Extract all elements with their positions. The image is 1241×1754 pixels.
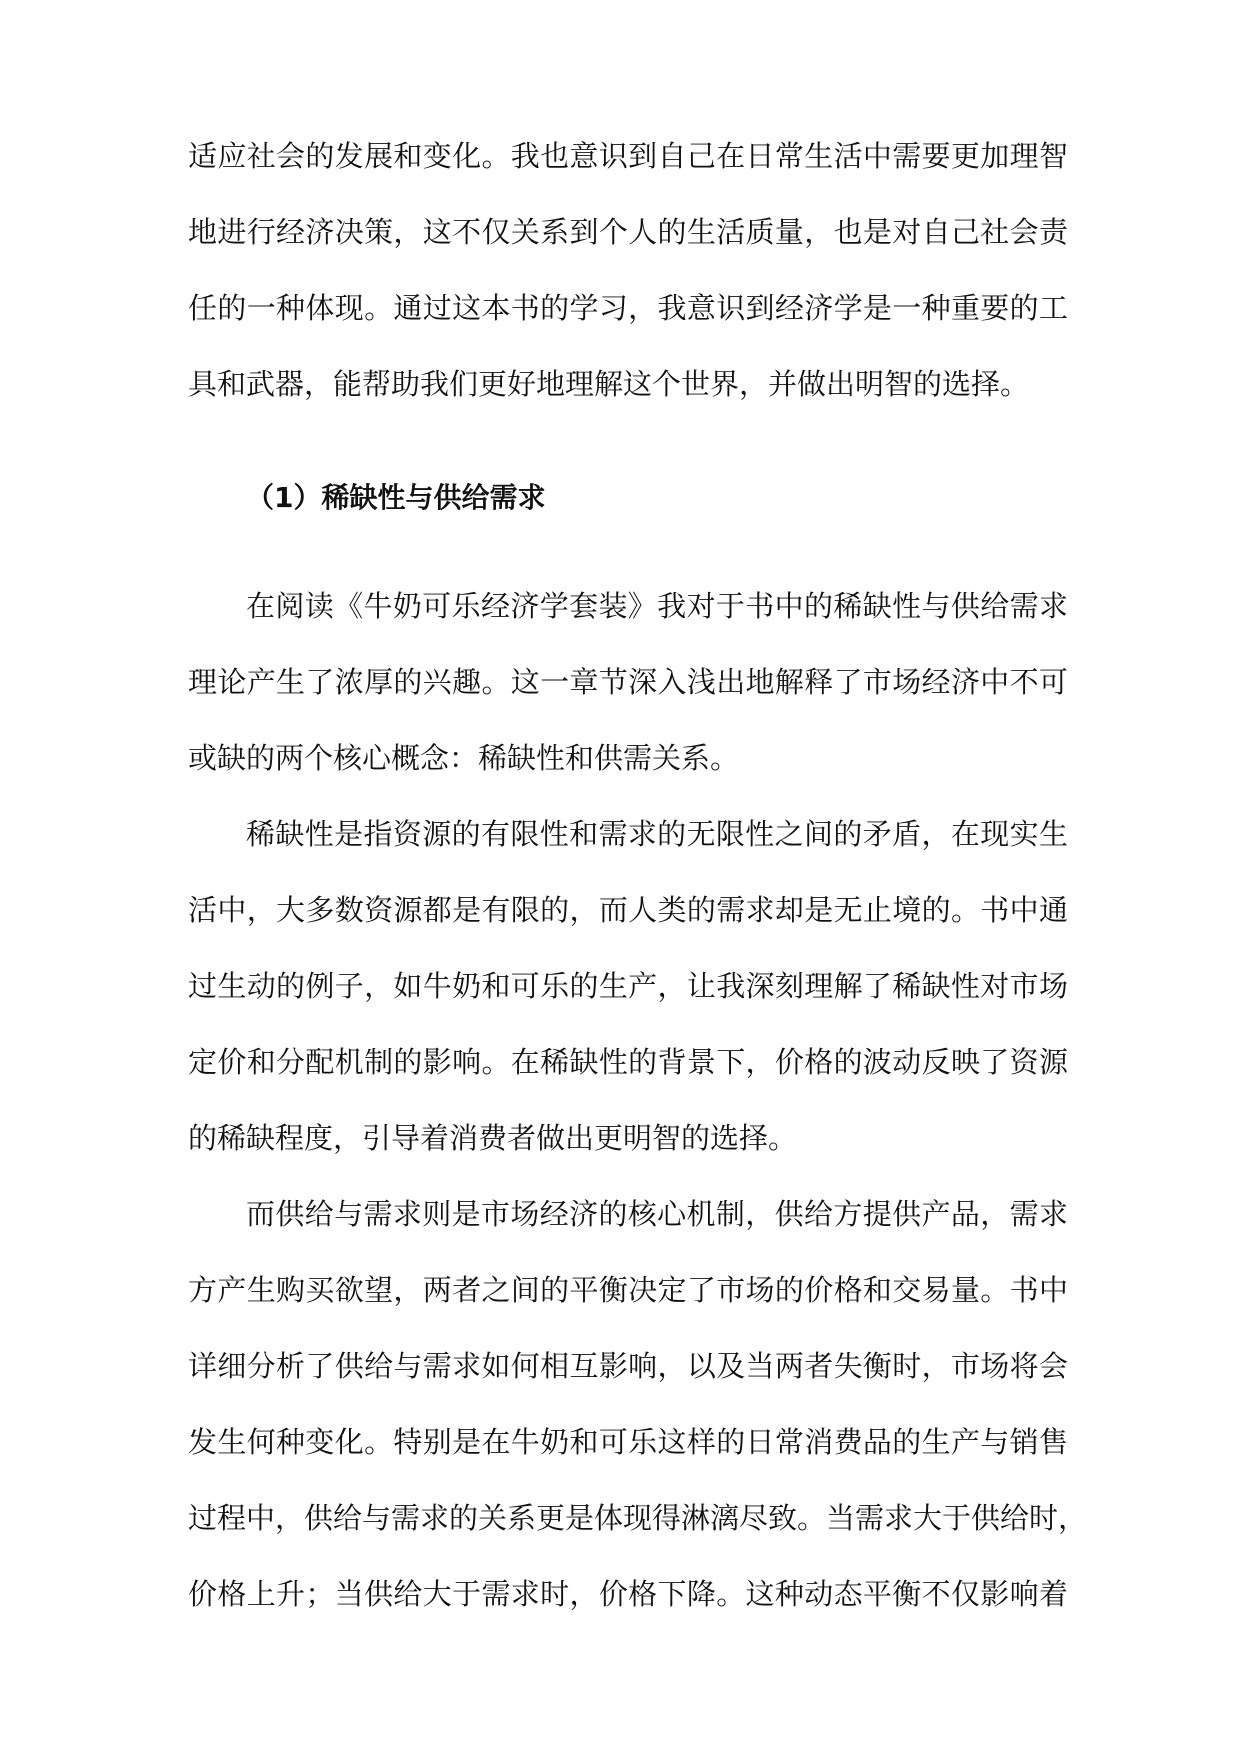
paragraph-2-line: 的稀缺程度，引导着消费者做出更明智的选择。 <box>188 1121 798 1155</box>
paragraph-3-line: 详细分析了供给与需求如何相互影响，以及当两者失衡时，市场将会 <box>188 1349 1068 1383</box>
paragraph-3-line: 发生何种变化。特别是在牛奶和可乐这样的日常消费品的生产与销售 <box>188 1425 1068 1459</box>
paragraph-3-line: 价格上升；当供给大于需求时，价格下降。这种动态平衡不仅影响着 <box>188 1577 1068 1611</box>
paragraph-intro-line: 任的一种体现。通过这本书的学习，我意识到经济学是一种重要的工 <box>188 291 1068 325</box>
paragraph-2-line: 定价和分配机制的影响。在稀缺性的背景下，价格的波动反映了资源 <box>188 1045 1068 1079</box>
paragraph-2-line: 稀缺性是指资源的有限性和需求的无限性之间的矛盾，在现实生 <box>246 817 1068 851</box>
paragraph-2-line: 活中，大多数资源都是有限的，而人类的需求却是无止境的。书中通 <box>188 893 1068 927</box>
paragraph-3-line: 过程中，供给与需求的关系更是体现得淋漓尽致。当需求大于供给时， <box>188 1501 1088 1535</box>
paragraph-intro-line: 地进行经济决策，这不仅关系到个人的生活质量，也是对自己社会责 <box>188 215 1068 249</box>
paragraph-3-line: 而供给与需求则是市场经济的核心机制，供给方提供产品，需求 <box>246 1197 1068 1231</box>
paragraph-1-line: 理论产生了浓厚的兴趣。这一章节深入浅出地解释了市场经济中不可 <box>188 665 1068 699</box>
paragraph-3-line: 方产生购买欲望，两者之间的平衡决定了市场的价格和交易量。书中 <box>188 1273 1068 1307</box>
paragraph-intro-line: 适应社会的发展和变化。我也意识到自己在日常生活中需要更加理智 <box>188 139 1068 173</box>
paragraph-2-line: 过生动的例子，如牛奶和可乐的生产，让我深刻理解了稀缺性对市场 <box>188 969 1068 1003</box>
section-heading: （1）稀缺性与供给需求 <box>246 481 546 514</box>
paragraph-1-line: 或缺的两个核心概念：稀缺性和供需关系。 <box>188 741 740 775</box>
paragraph-1-line: 在阅读《牛奶可乐经济学套装》我对于书中的稀缺性与供给需求 <box>246 589 1068 623</box>
paragraph-intro-line: 具和武器，能帮助我们更好地理解这个世界，并做出明智的选择。 <box>188 367 1030 401</box>
